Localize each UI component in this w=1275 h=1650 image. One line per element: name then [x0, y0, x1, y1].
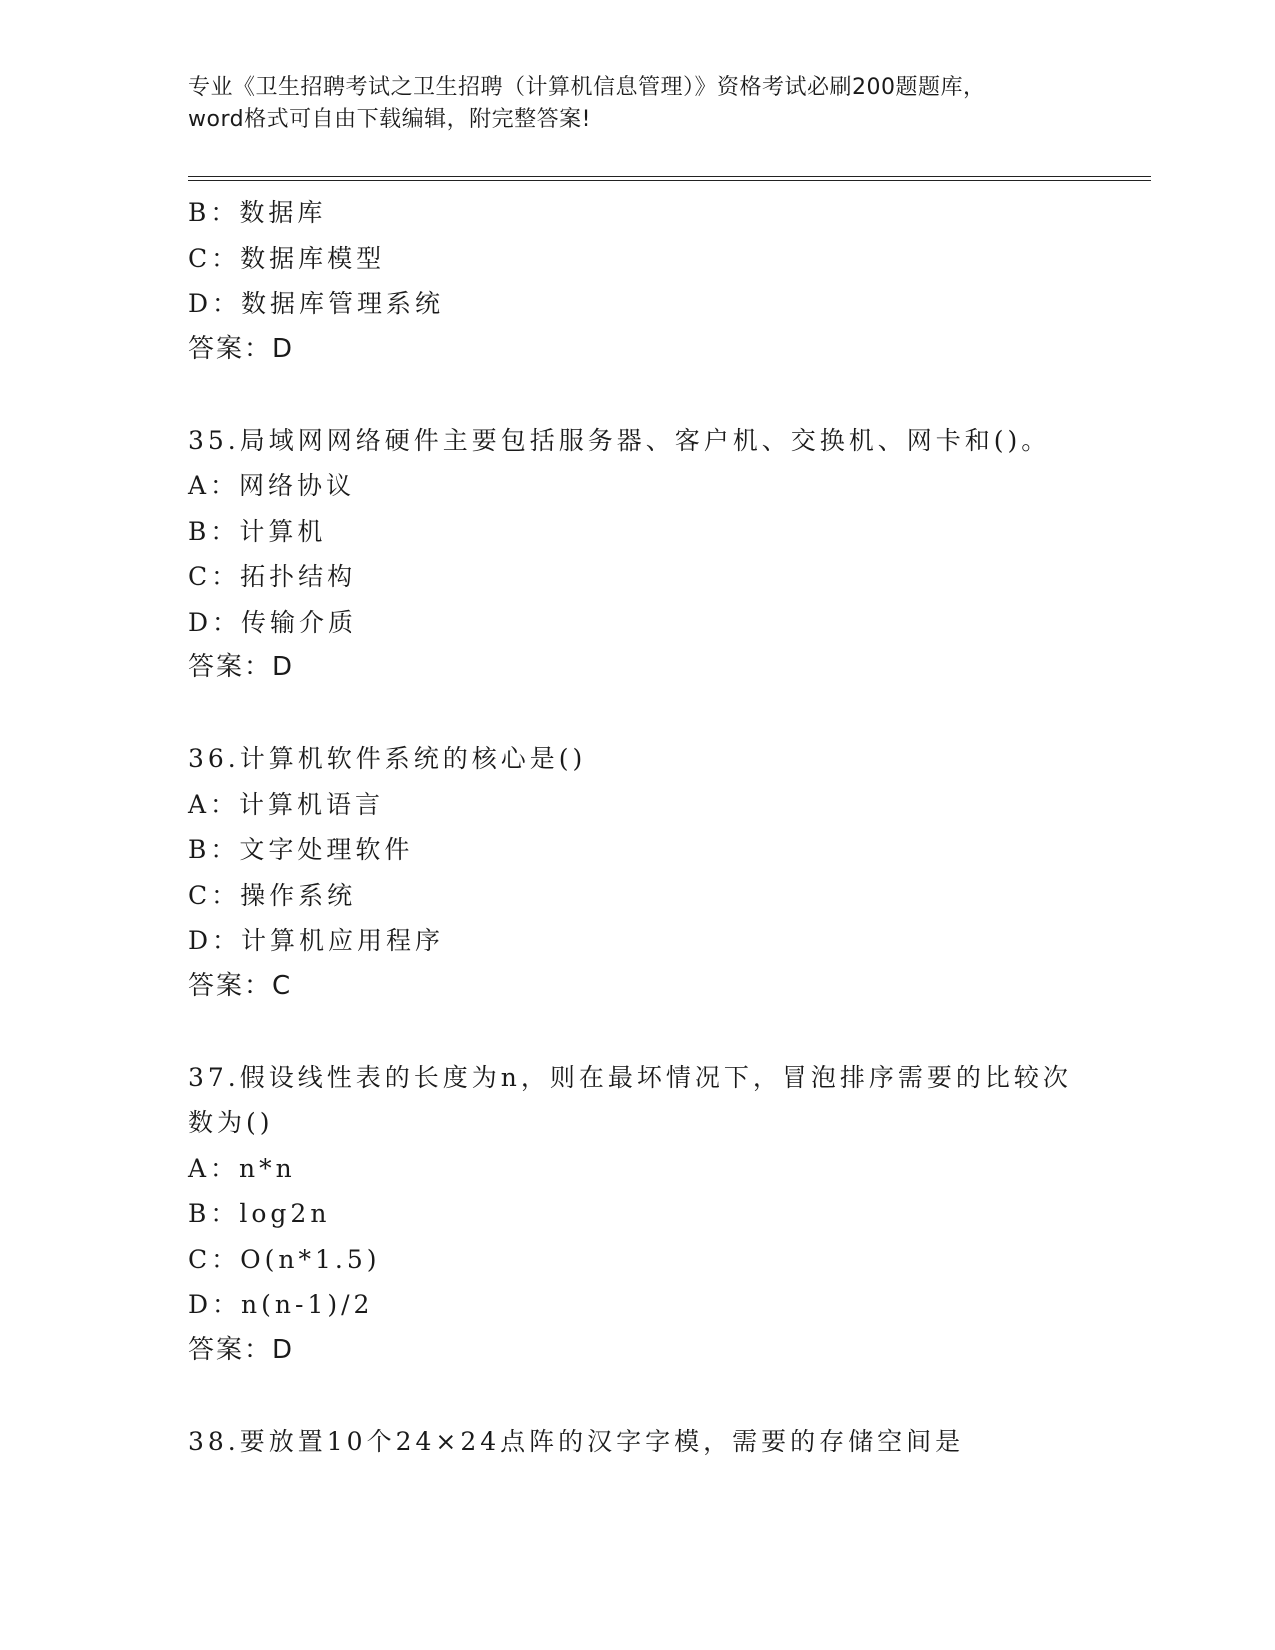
spacer — [188, 691, 1088, 737]
q36-option-d: D：计算机应用程序 — [188, 926, 445, 955]
header-line-1: 专业《卫生招聘考试之卫生招聘（计算机信息管理）》资格考试必刷200题题库， — [188, 75, 986, 100]
q36-option-c: C：操作系统 — [188, 880, 357, 910]
q36-option-a: A：计算机语言 — [188, 789, 385, 819]
q35-answer: 答案：D — [188, 652, 295, 682]
q37-option-d: D：n(n-1)/2 — [188, 1290, 374, 1319]
q37-question-line-2: 数为() — [188, 1108, 274, 1137]
document-header — [188, 72, 1088, 136]
header-line-2: word格式可自由下载编辑，附完整答案! — [188, 107, 591, 132]
question-list — [188, 190, 1088, 1464]
q35-option-c: C：拓扑结构 — [188, 562, 357, 591]
q35-option-b: B：计算机 — [188, 516, 327, 546]
q34-option-c: C：数据库模型 — [188, 243, 386, 273]
q36-question: 36.计算机软件系统的核心是() — [188, 744, 587, 773]
q34-option-b: B：数据库 — [188, 198, 327, 227]
q34-option-d: D：数据库管理系统 — [188, 289, 445, 318]
q38-question: 38.要放置10个24×24点阵的汉字字模，需要的存储空间是 — [188, 1426, 965, 1456]
spacer — [188, 372, 1088, 418]
q35-option-a: A：网络协议 — [188, 471, 356, 500]
header-double-rule — [188, 176, 1151, 181]
spacer — [188, 1009, 1088, 1055]
q37-question-line-1: 37.假设线性表的长度为n，则在最坏情况下，冒泡排序需要的比较次 — [188, 1062, 1072, 1092]
q37-option-a: A：n*n — [188, 1153, 296, 1183]
q36-option-b: B：文字处理软件 — [188, 835, 414, 864]
q36-answer: 答案：C — [188, 970, 293, 1001]
q37-option-c: C：O(n*1.5) — [188, 1244, 381, 1274]
spacer — [188, 1373, 1088, 1419]
q37-answer: 答案：D — [188, 1334, 295, 1365]
q37-option-b: B：log2n — [188, 1199, 331, 1228]
q35-question: 35.局域网网络硬件主要包括服务器、客户机、交换机、网卡和()。 — [188, 425, 1051, 455]
q35-option-d: D：传输介质 — [188, 607, 358, 637]
q34-answer: 答案：D — [188, 333, 295, 364]
